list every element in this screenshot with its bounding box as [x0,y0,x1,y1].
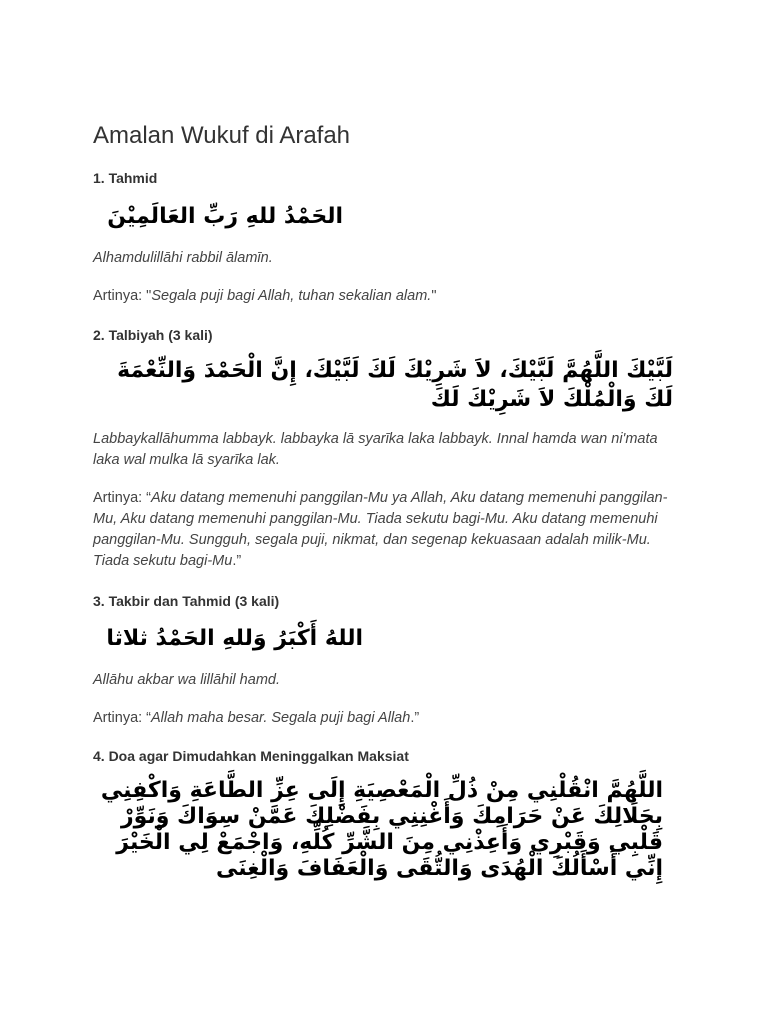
transliteration-talbiyah: Labbaykallāhumma labbayk. labbayka lā syarīka laka labbayk. Innal hamda wan ni'mata laka wal mulka lā syarīka lak. [93,431,658,468]
arabic-text-doa: اللَّهُمَّ انْقُلْنِي مِنْ ذُلِّ الْمَعْصِيَةِ إِلَى عِزِّ الطَّاعَةِ وَاكْفِنِي بِحَلَالِكَ عَنْ حَرَامِكَ وَأَغْنِنِي بِفَضْلِكَ عَمَّنْ سِوَاكَ وَنَوِّرْ قَلْبِي وَقَبْرِي وَأَعِذْنِي مِنَ الشَّرِّ كُلِّهِ، وَاجْمَعْ لِي الْخَيْرَ إِنِّي أَسْأَلُكَ الْهُدَى وَالتُّقَى وَالْعَفَافَ وَالْغِنَى [100,778,663,881]
section-heading-tahmid: 1. Tahmid [93,170,158,186]
section-heading-doa: 4. Doa agar Dimudahkan Meninggalkan Maksiat [93,748,409,764]
transliteration-takbir: Allāhu akbar wa lillāhil hamd. [93,672,280,688]
page-title: Amalan Wukuf di Arafah [93,122,351,149]
section-heading-talbiyah: 2. Talbiyah (3 kali) [93,327,213,343]
section-heading-takbir: 3. Takbir dan Tahmid (3 kali) [93,593,280,609]
arabic-text-takbir: اللهُ أَكْبَرُ وَللهِ الحَمْدُ ثلاثا [106,626,363,651]
arabic-text-talbiyah: لَبَّيْكَ اللَّهُمَّ لَبَّيْكَ، لاَ شَرِيْكَ لَكَ لَبَّيْكَ، إِنَّ الْحَمْدَ وَالنِّعْمَةَ لَكَ وَالْمُلْكَ لاَ شَرِيْكَ لَكَ [117,358,673,412]
meaning-takbir: Artinya: “Allah maha besar. Segala puji bagi Allah.” [93,710,420,726]
meaning-tahmid: Artinya: "Segala puji bagi Allah, tuhan sekalian alam." [93,288,437,304]
arabic-text-tahmid: الحَمْدُ للهِ رَبِّ العَالَمِيْنَ [107,204,343,229]
transliteration-tahmid: Alhamdulillāhi rabbil ālamīn. [93,250,273,266]
meaning-talbiyah: Artinya: “Aku datang memenuhi panggilan-Mu ya Allah, Aku datang memenuhi panggilan-Mu, Aku datang memenuhi panggilan-Mu. Tiada sekutu bagi-Mu. Aku datang memenuhi panggilan-Mu. Sungguh, segala puji, nikmat, dan segenap kekuasaan adalah milik-Mu. Tiada sekutu bagi-Mu.” [93,490,668,569]
